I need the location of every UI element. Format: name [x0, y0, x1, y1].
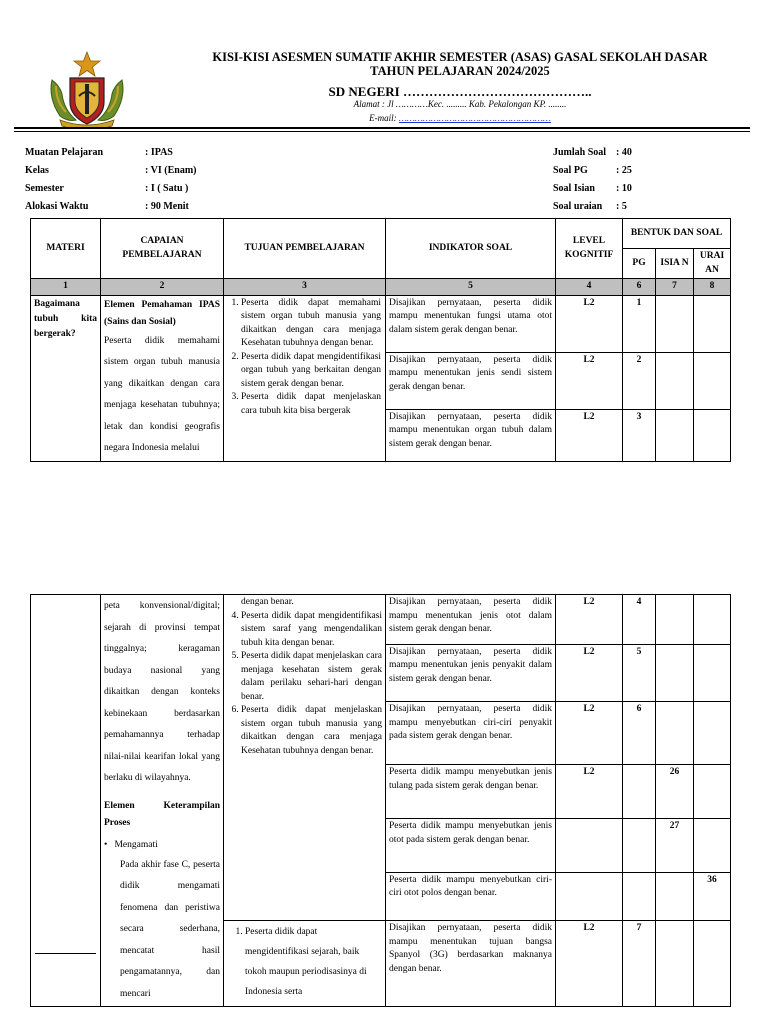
- info-row-semester: [25, 183, 196, 201]
- pg-cell: 4: [623, 595, 656, 645]
- col-number: 5: [386, 279, 556, 296]
- info-value: : 10: [616, 183, 632, 194]
- tujuan-item: 4. Peserta didik dapat mengidentifikasi sistem saraf yang mengendalikan tubuh kita dengan benar.: [241, 610, 382, 651]
- school-name: SD NEGERI ……………………………………..: [328, 84, 592, 99]
- title-line-2: TAHUN PELAJARAN 2024/2025: [370, 64, 550, 78]
- info-row-class: [25, 165, 196, 183]
- info-label: Muatan Pelajaran: [25, 147, 104, 158]
- uraian-cell: [694, 702, 731, 765]
- bullet-text: Mengamati: [114, 839, 158, 850]
- isian-cell: [656, 295, 694, 352]
- regency-emblem-logo: [46, 50, 128, 128]
- isian-cell: [656, 702, 694, 765]
- uraian-cell: [694, 352, 731, 409]
- col-number: 4: [556, 279, 623, 296]
- capaian-text-2: Pada akhir fase C, peserta didik mengamati fenomena dan peristiwa secara sederhana, mencatat hasil pengamatannya, dan mencari: [120, 859, 220, 999]
- school-address: Alamat : Jl …………Kec. ......... Kab. Pekalongan KP. ........: [353, 99, 567, 109]
- pg-cell: 6: [623, 702, 656, 765]
- info-row-subject: [25, 147, 196, 165]
- pg-cell: 2: [623, 352, 656, 409]
- tujuan-continuation: dengan benar.: [241, 597, 294, 607]
- tujuan-item: 1. Peserta didik dapat mengidentifikasi sejarah, baik tokoh maupun periodisasinya di Indonesia serta: [245, 922, 382, 1002]
- pg-cell: [623, 872, 656, 921]
- column-number-row: [31, 279, 731, 296]
- capaian-text: Peserta didik memahami sistem organ tubuh manusia yang dikaitkan dengan cara menjaga kesehatan tubuhnya; letak dan kondisi geografis negara Indonesia melalui: [104, 335, 220, 453]
- info-row-pg: [553, 165, 632, 183]
- info-value: : IPAS: [145, 147, 173, 158]
- level-cell: L2: [556, 921, 623, 1007]
- indikator-cell: Disajikan pernyataan, peserta didik mampu menentukan jenis otot dalam sistem gerak dengan benar.: [386, 595, 556, 645]
- info-label: Soal Isian: [553, 183, 595, 194]
- pg-cell: [623, 765, 656, 819]
- isian-cell: 26: [656, 765, 694, 819]
- col-number: 3: [224, 279, 386, 296]
- kisi-kisi-table-2: [30, 594, 731, 1007]
- info-label: Semester: [25, 183, 64, 194]
- info-value: : 40: [616, 147, 632, 158]
- capaian-heading: Elemen Keterampilan Proses: [104, 800, 220, 828]
- col-level: LEVEL KOGNITIF: [556, 219, 623, 279]
- level-cell: L2: [556, 765, 623, 819]
- school-email: [130, 113, 768, 123]
- info-label: Soal uraian: [553, 201, 603, 212]
- tujuan-item: 1. Peserta didik dapat memahami sistem organ tubuh manusia yang dikaitkan dengan cara menjaga Kesehatan tubuhnya dengan benar.: [241, 297, 381, 351]
- col-capaian: CAPAIAN PEMBELAJARAN: [101, 219, 224, 279]
- pg-cell: 7: [623, 921, 656, 1007]
- uraian-cell: [694, 409, 731, 461]
- table-header-row: [31, 219, 731, 249]
- tujuan-cell: [224, 295, 386, 461]
- capaian-text: peta konvensional/digital; sejarah di provinsi tempat tinggalnya; keragaman budaya nasional yang dikaitkan dengan konteks kebinekaan berdasarkan pemahamannya terhadap nilai-nilai kearifan lokal yang berlaku di wilayahnya.: [104, 601, 220, 783]
- col-number: 8: [694, 279, 731, 296]
- kisi-kisi-table-1: [30, 218, 731, 462]
- isian-cell: [656, 409, 694, 461]
- indikator-cell: Peserta didik mampu menyebutkan jenis tulang pada sistem gerak dengan benar.: [386, 765, 556, 819]
- isian-cell: [656, 872, 694, 921]
- info-value: : 25: [616, 165, 632, 176]
- materi-divider: [35, 953, 96, 954]
- header-divider-thin: [14, 131, 750, 132]
- info-row-isian: [553, 183, 632, 201]
- tujuan-item: 2. Peserta didik dapat mengidentifikasi organ tubuh yang berkaitan dengan sistem gerak dengan benar.: [241, 351, 381, 392]
- uraian-cell: [694, 921, 731, 1007]
- col-tujuan: TUJUAN PEMBELAJARAN: [224, 219, 386, 279]
- info-row-uraian: [553, 201, 632, 219]
- col-isian: ISIA N: [656, 249, 694, 279]
- col-number: 7: [656, 279, 694, 296]
- col-number: 1: [31, 279, 101, 296]
- pg-cell: [623, 819, 656, 873]
- indikator-cell: Peserta didik mampu menyebutkan ciri-ciri otot polos dengan benar.: [386, 872, 556, 921]
- col-number: 2: [101, 279, 224, 296]
- col-uraian: URAI AN: [694, 249, 731, 279]
- col-bentuk: BENTUK DAN SOAL: [623, 219, 731, 249]
- level-cell: L2: [556, 409, 623, 461]
- isian-cell: [656, 644, 694, 702]
- pg-cell: 5: [623, 644, 656, 702]
- info-value: : I ( Satu ): [145, 183, 189, 194]
- indikator-cell: Peserta didik mampu menyebutkan jenis otot pada sistem gerak dengan benar.: [386, 819, 556, 873]
- info-left: [25, 147, 196, 219]
- pg-cell: 3: [623, 409, 656, 461]
- info-label: Alokasi Waktu: [25, 201, 89, 212]
- info-value: : 90 Menit: [145, 201, 189, 212]
- info-row-duration: [25, 201, 196, 219]
- indikator-cell: Disajikan pernyataan, peserta didik mampu menentukan jenis penyakit dalam sistem gerak dengan benar.: [386, 644, 556, 702]
- pg-cell: 1: [623, 295, 656, 352]
- uraian-cell: [694, 765, 731, 819]
- title-line-1: KISI-KISI ASESMEN SUMATIF AKHIR SEMESTER (ASAS) GASAL SEKOLAH DASAR: [212, 50, 708, 64]
- col-pg: PG: [623, 249, 656, 279]
- col-number: 6: [623, 279, 656, 296]
- col-indikator: INDIKATOR SOAL: [386, 219, 556, 279]
- email-label: E-mail:: [369, 113, 397, 123]
- level-cell: [556, 872, 623, 921]
- tujuan-cell: [224, 921, 386, 1007]
- table-row: [31, 595, 731, 645]
- info-right: [553, 147, 632, 219]
- bullet-icon: •: [104, 839, 115, 850]
- email-link[interactable]: …………………………………………………: [398, 113, 551, 123]
- indikator-cell: Disajikan pernyataan, peserta didik mampu menentukan organ tubuh dalam sistem gerak dengan benar.: [386, 409, 556, 461]
- info-label: Soal PG: [553, 165, 588, 176]
- uraian-cell: [694, 595, 731, 645]
- header-divider-thick: [14, 127, 750, 129]
- uraian-cell: [694, 819, 731, 873]
- uraian-cell: [694, 295, 731, 352]
- indikator-cell: Disajikan pernyataan, peserta didik mampu menyebutkan ciri-ciri penyakit pada sistem gerak dengan benar.: [386, 702, 556, 765]
- capaian-cell: [101, 595, 224, 1007]
- level-cell: [556, 819, 623, 873]
- tujuan-item: 5. Peserta didik dapat menjelaskan cara menjaga kesehatan sistem gerak dalam perilaku sehari-hari dengan benar.: [241, 650, 382, 704]
- materi-cell: [31, 595, 101, 1007]
- level-cell: L2: [556, 644, 623, 702]
- level-cell: L2: [556, 295, 623, 352]
- materi-cell: Bagaimana tubuh kita bergerak?: [31, 295, 101, 461]
- capaian-bullet: [104, 835, 220, 855]
- info-row-total: [553, 147, 632, 165]
- uraian-cell: [694, 644, 731, 702]
- isian-cell: 27: [656, 819, 694, 873]
- table-row: [31, 295, 731, 352]
- tujuan-item: 6. Peserta didik dapat menjelaskan sistem organ tubuh manusia yang dikaitkan dengan cara menjaga Kesehatan tubuhnya dengan benar.: [241, 704, 382, 758]
- indikator-cell: Disajikan pernyataan, peserta didik mampu menentukan fungsi utama otot dalam sistem gerak dengan benar.: [386, 295, 556, 352]
- info-value: : 5: [616, 201, 627, 212]
- indikator-cell: Disajikan pernyataan, peserta didik mampu menentukan jenis sendi sistem gerak dengan benar.: [386, 352, 556, 409]
- level-cell: L2: [556, 352, 623, 409]
- isian-cell: [656, 595, 694, 645]
- info-label: Kelas: [25, 165, 49, 176]
- isian-cell: [656, 921, 694, 1007]
- capaian-heading: Elemen Pemahaman IPAS (Sains dan Sosial): [104, 299, 220, 327]
- capaian-cell: [101, 295, 224, 461]
- tujuan-item: 3. Peserta didik dapat menjelaskan cara tubuh kita bisa bergerak: [241, 391, 381, 418]
- document-title: [130, 50, 768, 78]
- level-cell: L2: [556, 702, 623, 765]
- level-cell: L2: [556, 595, 623, 645]
- uraian-cell: 36: [694, 872, 731, 921]
- col-materi: MATERI: [31, 219, 101, 279]
- info-value: : VI (Enam): [145, 165, 197, 176]
- info-label: Jumlah Soal: [553, 147, 607, 158]
- tujuan-cell: [224, 595, 386, 921]
- indikator-cell: Disajikan pernyataan, peserta didik mampu menentukan tujuan bangsa Spanyol (3G) berdasarkan maknanya dengan benar.: [386, 921, 556, 1007]
- isian-cell: [656, 352, 694, 409]
